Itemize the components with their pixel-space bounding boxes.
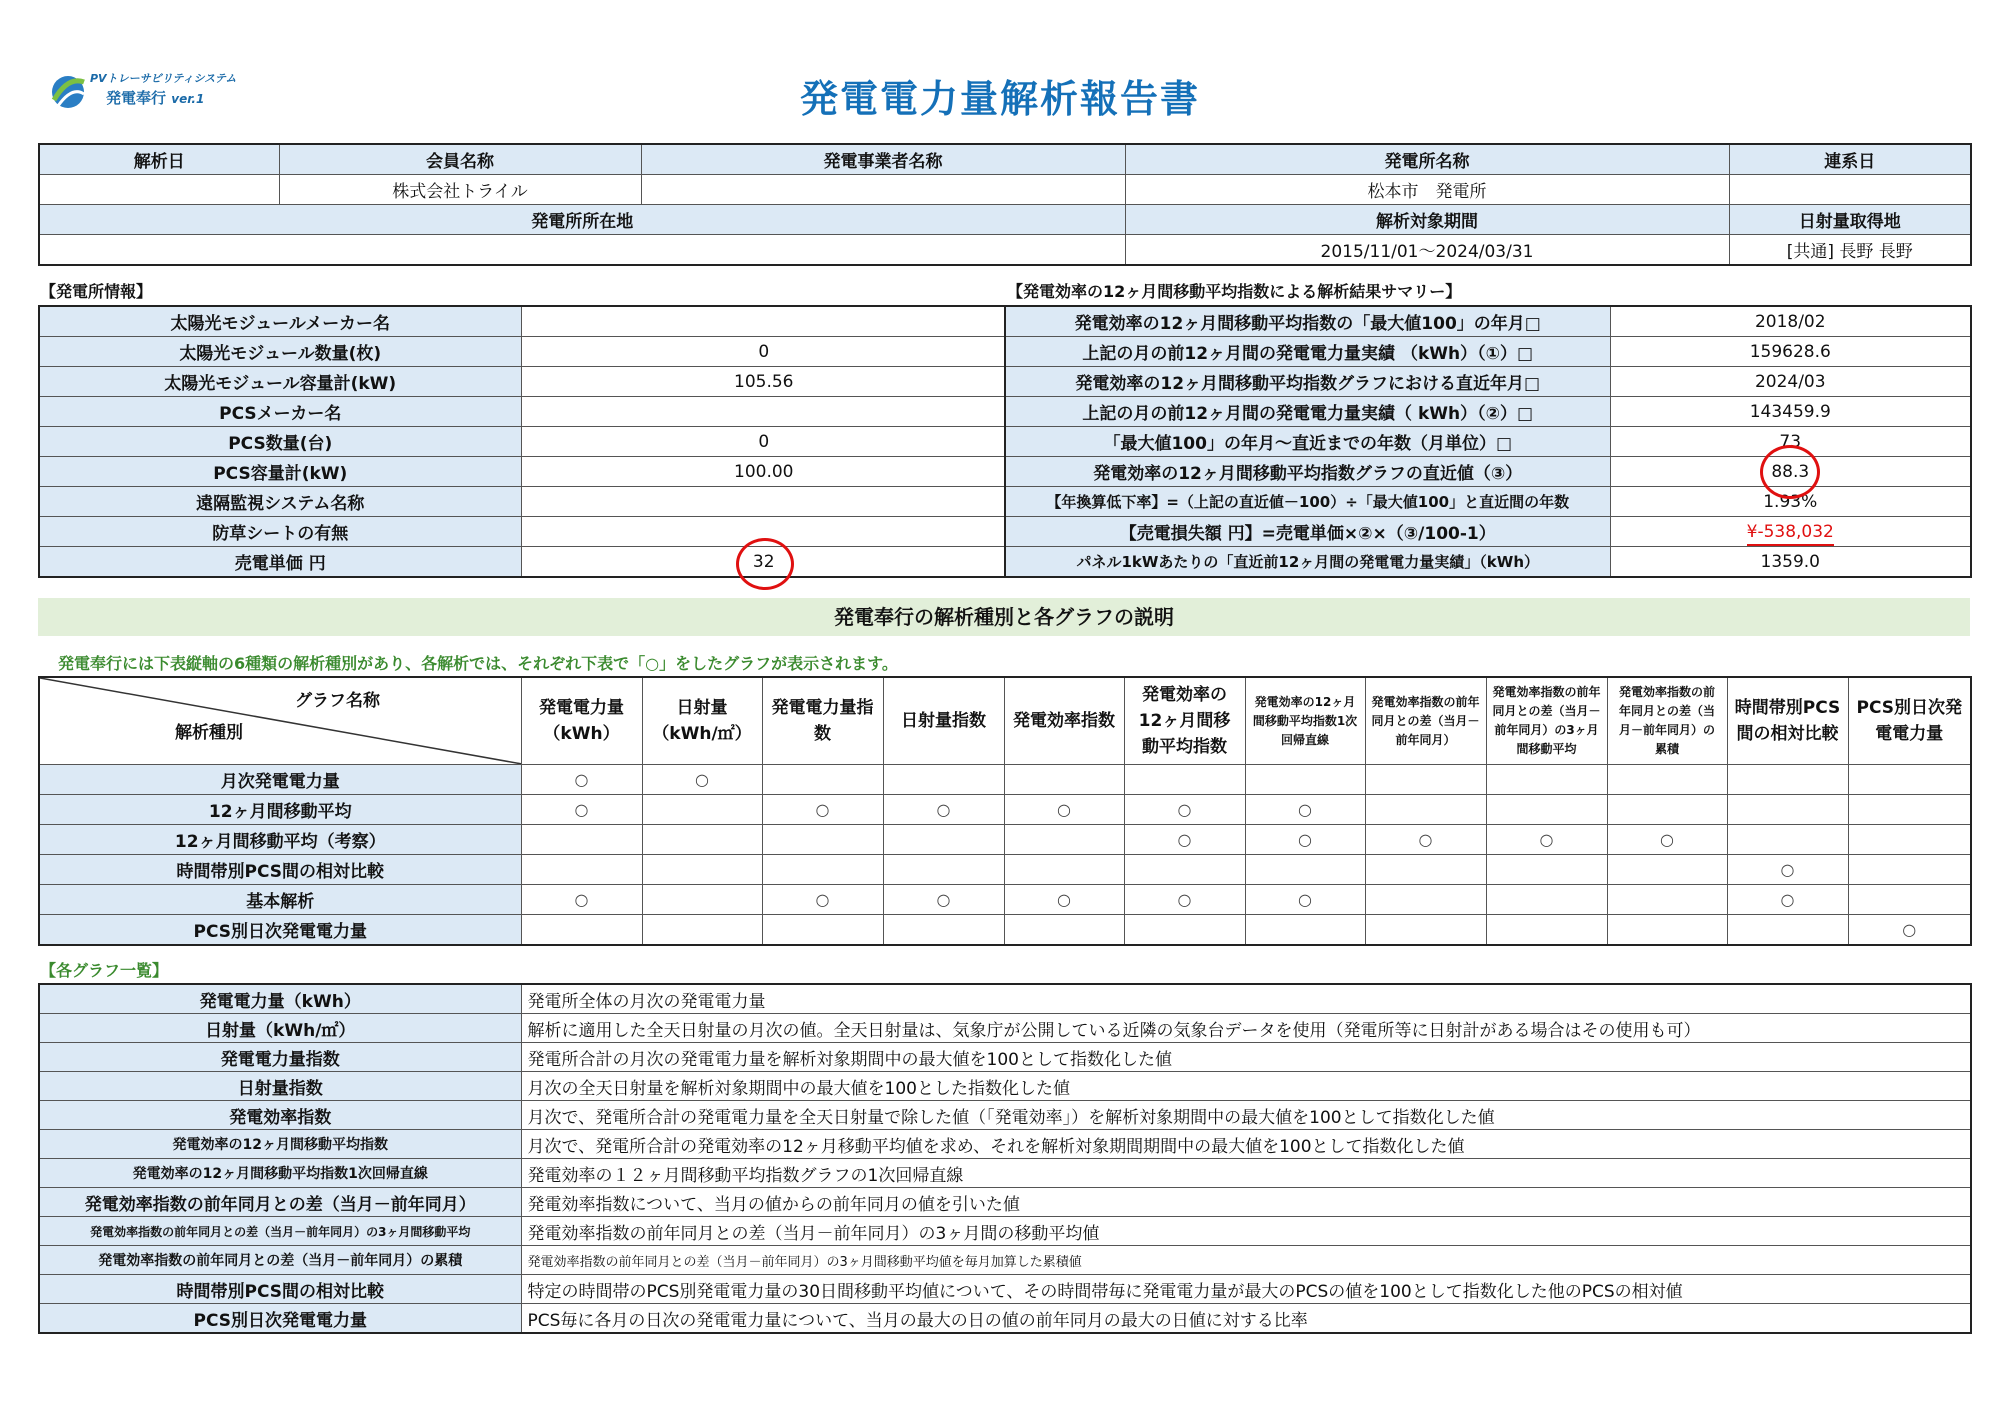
graph-name: 時間帯別PCS間の相対比較 [39, 1275, 521, 1304]
matrix-mark-cell: ○ [1727, 855, 1848, 885]
matrix-row-label: 12ヶ月間移動平均（考察） [39, 825, 521, 855]
matrix-mark-cell: ○ [642, 765, 762, 795]
matrix-mark-cell [1727, 765, 1848, 795]
summary-row [1005, 337, 1971, 367]
logo-system-text: PVトレーサビリティシステム [90, 72, 237, 85]
matrix-mark-cell [762, 825, 883, 855]
plant-info-label: 売電単価 円 [39, 547, 521, 578]
plant-info-row [39, 367, 1007, 397]
matrix-row [39, 765, 1971, 795]
matrix-mark-cell [1607, 765, 1727, 795]
matrix-row [39, 915, 1971, 946]
matrix-mark-cell: ○ [521, 765, 642, 795]
summary-value-text: 1.93% [1763, 491, 1818, 512]
summary-label: パネル1kWあたりの「直近前12ヶ月間の発電電力量実績」（kWh） [1005, 547, 1610, 578]
summary-value-text: 88.3 [1771, 461, 1810, 482]
graph-list-row [39, 1304, 1971, 1334]
graph-name: 発電効率指数 [39, 1101, 521, 1130]
summary-value [1610, 367, 1971, 397]
matrix-mark-cell [1004, 765, 1124, 795]
matrix-mark-cell [1486, 795, 1607, 825]
graph-name: 発電電力量（kWh） [39, 984, 521, 1014]
summary-label: 【年換算低下率】=（上記の直近値－100）÷「最大値100」と直近間の年数 [1005, 487, 1610, 517]
matrix-row [39, 825, 1971, 855]
matrix-mark-cell [642, 885, 762, 915]
matrix-column-header: 日射量（kWh/㎡） [642, 677, 762, 765]
matrix-mark-cell: ○ [1848, 915, 1971, 946]
matrix-mark-cell [642, 855, 762, 885]
summary-label: 発電効率の12ヶ月間移動平均指数グラフの直近値（③） [1005, 457, 1610, 487]
graph-description: 発電効率指数の前年同月との差（当月－前年同月）の3ヶ月間移動平均値を毎月加算した累積値 [521, 1246, 1971, 1275]
header-grid-date: 連系日 [1729, 144, 1971, 175]
matrix-mark-cell [642, 795, 762, 825]
corner-graph-name-label: グラフ名称 [295, 691, 380, 711]
graph-name: 日射量指数 [39, 1072, 521, 1101]
summary-row [1005, 487, 1971, 517]
plant-info-row [39, 337, 1007, 367]
value-analysis-period: 2015/11/01～2024/03/31 [1125, 235, 1729, 266]
matrix-mark-cell [642, 915, 762, 946]
summary-label: 発電効率の12ヶ月間移動平均指数の「最大値100」の年月□ [1005, 306, 1610, 337]
summary-row [1005, 547, 1971, 578]
summary-label: 発電効率の12ヶ月間移動平均指数グラフにおける直近年月□ [1005, 367, 1610, 397]
graph-description: PCS毎に各月の日次の発電電力量について、当月の最大の日の値の前年同月の最大の日値に対する比率 [521, 1304, 1971, 1334]
matrix-corner-cell [39, 677, 521, 765]
matrix-mark-cell [1607, 915, 1727, 946]
plant-info-label: 太陽光モジュール容量計(kW) [39, 367, 521, 397]
matrix-mark-cell [1848, 795, 1971, 825]
matrix-mark-cell: ○ [521, 795, 642, 825]
matrix-mark-cell [1486, 915, 1607, 946]
matrix-mark-cell [1365, 765, 1486, 795]
graph-name: 発電電力量指数 [39, 1043, 521, 1072]
matrix-mark-cell [1245, 765, 1365, 795]
summary-value [1610, 337, 1971, 367]
graph-description: 発電効率の１２ヶ月間移動平均指数グラフの1次回帰直線 [521, 1159, 1971, 1188]
graph-name: 発電効率の12ヶ月間移動平均指数 [39, 1130, 521, 1159]
matrix-mark-cell [1848, 825, 1971, 855]
summary-row [1005, 306, 1971, 337]
plant-info-value: 0 [521, 427, 1007, 457]
summary-label: 「最大値100」の年月～直近までの年数（月単位）□ [1005, 427, 1610, 457]
plant-info-label: 太陽光モジュール数量(枚) [39, 337, 521, 367]
header-analysis-period: 解析対象期間 [1125, 205, 1729, 235]
summary-value-text: 159628.6 [1749, 341, 1831, 362]
matrix-mark-cell [1607, 885, 1727, 915]
matrix-row [39, 885, 1971, 915]
matrix-column-header: 日射量指数 [883, 677, 1004, 765]
plant-info-label: 【発電所情報】 [40, 282, 153, 301]
matrix-mark-cell: ○ [1004, 795, 1124, 825]
matrix-column-header: 発電効率指数の前年同月との差（当月－前年同月）の累積 [1607, 677, 1727, 765]
matrix-mark-cell: ○ [1124, 795, 1245, 825]
matrix-mark-cell [1245, 915, 1365, 946]
matrix-row [39, 855, 1971, 885]
matrix-mark-cell: ○ [1245, 885, 1365, 915]
matrix-mark-cell [883, 765, 1004, 795]
header-irradiance-site: 日射量取得地 [1729, 205, 1971, 235]
matrix-row-label: 時間帯別PCS間の相対比較 [39, 855, 521, 885]
summary-value [1610, 517, 1971, 547]
header-plant-location: 発電所所在地 [39, 205, 1125, 235]
summary-label: 上記の月の前12ヶ月間の発電電力量実績 （kWh）（①）□ [1005, 337, 1610, 367]
matrix-mark-cell: ○ [1727, 885, 1848, 915]
corner-analysis-type-label: 解析種別 [175, 723, 243, 743]
matrix-mark-cell [883, 825, 1004, 855]
matrix-mark-cell [1848, 765, 1971, 795]
graph-list-row [39, 1188, 1971, 1217]
summary-label: 【売電損失額 円】=売電単価×②×（③/100-1） [1005, 517, 1610, 547]
graph-list-label: 【各グラフ一覧】 [40, 961, 169, 980]
matrix-column-header: 発電効率指数の前年同月との差（当月－前年同月） [1365, 677, 1486, 765]
matrix-mark-cell [521, 825, 642, 855]
graph-name: 日射量（kWh/㎡） [39, 1014, 521, 1043]
matrix-mark-cell [762, 765, 883, 795]
matrix-column-header: 発電効率の12ヶ月間移動平均指数1次回帰直線 [1245, 677, 1365, 765]
summary-value [1610, 306, 1971, 337]
summary-value-text: 2018/02 [1754, 311, 1826, 332]
graph-name: 発電効率指数の前年同月との差（当月－前年同月） [39, 1188, 521, 1217]
matrix-mark-cell [1365, 795, 1486, 825]
matrix-mark-cell: ○ [762, 795, 883, 825]
matrix-mark-cell [1607, 855, 1727, 885]
graph-description: 発電効率指数について、当月の値からの前年同月の値を引いた値 [521, 1188, 1971, 1217]
graph-description: 月次で、発電所合計の発電電力量を全天日射量で除した値（「発電効率」）を解析対象期間中の最大値を100として指数化した値 [521, 1101, 1971, 1130]
matrix-mark-cell [762, 855, 883, 885]
graph-description: 解析に適用した全天日射量の月次の値。全天日射量は、気象庁が公開している近隣の気象台データを使用（発電所等に日射計がある場合はその使用も可） [521, 1014, 1971, 1043]
matrix-mark-cell: ○ [521, 885, 642, 915]
matrix-mark-cell [642, 825, 762, 855]
graph-list-row [39, 1014, 1971, 1043]
graph-list-row [39, 1072, 1971, 1101]
plant-info-label: 防草シートの有無 [39, 517, 521, 547]
matrix-mark-cell [1727, 825, 1848, 855]
matrix-mark-cell: ○ [1124, 885, 1245, 915]
matrix-mark-cell [1486, 885, 1607, 915]
matrix-mark-cell [1365, 885, 1486, 915]
matrix-mark-cell [1486, 765, 1607, 795]
header-plant-name: 発電所名称 [1125, 144, 1729, 175]
matrix-mark-cell: ○ [883, 885, 1004, 915]
basic-info-table [38, 143, 1972, 266]
graph-description: 発電所全体の月次の発電電力量 [521, 984, 1971, 1014]
matrix-mark-cell [521, 855, 642, 885]
graph-list-row [39, 1043, 1971, 1072]
plant-info-row [39, 427, 1007, 457]
plant-info-label: 遠隔監視システム名称 [39, 487, 521, 517]
highlight-circle-latest-value [1760, 445, 1820, 499]
matrix-mark-cell [1727, 795, 1848, 825]
corner-diagonal-line [40, 678, 521, 764]
matrix-mark-cell [1124, 855, 1245, 885]
graph-list-row [39, 1217, 1971, 1246]
matrix-row-label: 月次発電電力量 [39, 765, 521, 795]
graph-description: 特定の時間帯のPCS別発電電力量の30日間移動平均値について、その時間帯毎に発電電力量が最大のPCSの値を100として指数化した他のPCSの相対値 [521, 1275, 1971, 1304]
graph-name: 発電効率指数の前年同月との差（当月－前年同月）の累積 [39, 1246, 521, 1275]
plant-info-label: PCSメーカー名 [39, 397, 521, 427]
plant-info-table [38, 305, 1008, 578]
graph-description: 月次で、発電所合計の発電効率の12ヶ月移動平均値を求め、それを解析対象期間期間中の最大値を100として指数化した値 [521, 1130, 1971, 1159]
plant-info-value [521, 487, 1007, 517]
plant-info-row [39, 306, 1007, 337]
plant-info-row [39, 487, 1007, 517]
plant-info-value [521, 397, 1007, 427]
value-operator-name [641, 175, 1125, 205]
graph-name: 発電効率の12ヶ月間移動平均指数1次回帰直線 [39, 1159, 521, 1188]
matrix-mark-cell [1004, 855, 1124, 885]
value-plant-name: 松本市 発電所 [1125, 175, 1729, 205]
summary-value-text: 1359.0 [1760, 551, 1820, 572]
matrix-mark-cell [1004, 825, 1124, 855]
matrix-mark-cell [1848, 855, 1971, 885]
plant-info-value: 0 [521, 337, 1007, 367]
plant-info-value: 105.56 [521, 367, 1007, 397]
summary-row [1005, 517, 1971, 547]
matrix-column-header: 発電効率指数の前年同月との差（当月－前年同月）の3ヶ月間移動平均 [1486, 677, 1607, 765]
matrix-column-header: PCS別日次発電電力量 [1848, 677, 1971, 765]
graph-list-row [39, 1246, 1971, 1275]
summary-value-text: 73 [1779, 431, 1802, 452]
summary-value-text: 143459.9 [1749, 401, 1831, 422]
summary-row [1005, 397, 1971, 427]
plant-info-label: PCS容量計(kW) [39, 457, 521, 487]
page-title: 発電電力量解析報告書 [799, 77, 1200, 121]
matrix-mark-cell [883, 915, 1004, 946]
graph-name: 発電効率指数の前年同月との差（当月－前年同月）の3ヶ月間移動平均 [39, 1217, 521, 1246]
summary-label: 上記の月の前12ヶ月間の発電電力量実績（ kWh）（②）□ [1005, 397, 1610, 427]
matrix-column-header: 発電効率の12ヶ月間移動平均指数 [1124, 677, 1245, 765]
matrix-row-label: 基本解析 [39, 885, 521, 915]
matrix-mark-cell [762, 915, 883, 946]
highlight-circle-unit-price [736, 538, 794, 590]
graph-list-row [39, 1101, 1971, 1130]
plant-info-label: PCS数量(台) [39, 427, 521, 457]
matrix-mark-cell [1124, 915, 1245, 946]
matrix-mark-cell [1486, 855, 1607, 885]
matrix-column-header: 発電効率指数 [1004, 677, 1124, 765]
matrix-mark-cell [1365, 915, 1486, 946]
plant-info-value: 100.00 [521, 457, 1007, 487]
summary-row [1005, 457, 1971, 487]
plant-info-value: 32 [521, 547, 1007, 578]
value-member-name: 株式会社トライル [279, 175, 641, 205]
value-irradiance-site: [共通] 長野 長野 [1729, 235, 1971, 266]
matrix-mark-cell [883, 855, 1004, 885]
header-analysis-date: 解析日 [39, 144, 279, 175]
summary-value [1610, 397, 1971, 427]
matrix-mark-cell [1607, 795, 1727, 825]
graph-name: PCS別日次発電電力量 [39, 1304, 521, 1334]
matrix-mark-cell: ○ [1004, 885, 1124, 915]
header-operator-name: 発電事業者名称 [641, 144, 1125, 175]
analysis-note: 発電奉行には下表縦軸の6種類の解析種別があり、各解析では、それぞれ下表で「○」をしたグラフが表示されます。 [58, 654, 898, 673]
graph-list-table [38, 983, 1972, 1334]
plant-info-label: 太陽光モジュールメーカー名 [39, 306, 521, 337]
graph-list-row [39, 1130, 1971, 1159]
matrix-column-header: 時間帯別PCS間の相対比較 [1727, 677, 1848, 765]
summary-row [1005, 367, 1971, 397]
matrix-mark-cell: ○ [1245, 825, 1365, 855]
graph-list-row [39, 984, 1971, 1014]
matrix-mark-cell: ○ [1365, 825, 1486, 855]
graph-list-row [39, 1159, 1971, 1188]
matrix-column-header: 発電電力量（kWh） [521, 677, 642, 765]
matrix-mark-cell: ○ [1486, 825, 1607, 855]
graph-description: 月次の全天日射量を解析対象期間中の最大値を100とした指数化した値 [521, 1072, 1971, 1101]
graph-description: 発電効率指数の前年同月との差（当月－前年同月）の3ヶ月間の移動平均値 [521, 1217, 1971, 1246]
graph-list-row [39, 1275, 1971, 1304]
value-grid-date [1729, 175, 1971, 205]
plant-info-row [39, 547, 1007, 578]
value-analysis-date [39, 175, 279, 205]
logo-name: 発電奉行 ver.1 [106, 89, 205, 107]
plant-info-value [521, 306, 1007, 337]
matrix-mark-cell [1365, 855, 1486, 885]
matrix-mark-cell: ○ [762, 885, 883, 915]
matrix-mark-cell [1848, 885, 1971, 915]
matrix-mark-cell: ○ [883, 795, 1004, 825]
matrix-mark-cell [1124, 765, 1245, 795]
summary-value-text: 2024/03 [1754, 371, 1826, 392]
matrix-row [39, 795, 1971, 825]
analysis-matrix-table [38, 676, 1972, 946]
matrix-mark-cell: ○ [1245, 795, 1365, 825]
summary-row [1005, 427, 1971, 457]
matrix-mark-cell [521, 915, 642, 946]
summary-table [1004, 305, 1972, 578]
logo-version: ver.1 [171, 92, 205, 106]
matrix-mark-cell [1245, 855, 1365, 885]
summary-label: 【発電効率の12ヶ月間移動平均指数による解析結果サマリー】 [1007, 282, 1462, 301]
matrix-row-label: 12ヶ月間移動平均 [39, 795, 521, 825]
matrix-mark-cell [1727, 915, 1848, 946]
plant-info-row [39, 517, 1007, 547]
matrix-row-label: PCS別日次発電電力量 [39, 915, 521, 946]
summary-value-text: ¥-538,032 [1747, 522, 1834, 547]
summary-value [1610, 547, 1971, 578]
header-member-name: 会員名称 [279, 144, 641, 175]
plant-info-row [39, 397, 1007, 427]
plant-info-row [39, 457, 1007, 487]
matrix-column-header: 発電電力量指数 [762, 677, 883, 765]
value-plant-location [39, 235, 1125, 266]
matrix-mark-cell: ○ [1124, 825, 1245, 855]
section-band-title: 発電奉行の解析種別と各グラフの説明 [38, 598, 1970, 636]
matrix-mark-cell: ○ [1607, 825, 1727, 855]
graph-description: 発電所合計の月次の発電電力量を解析対象期間中の最大値を100として指数化した値 [521, 1043, 1971, 1072]
matrix-mark-cell [1004, 915, 1124, 946]
